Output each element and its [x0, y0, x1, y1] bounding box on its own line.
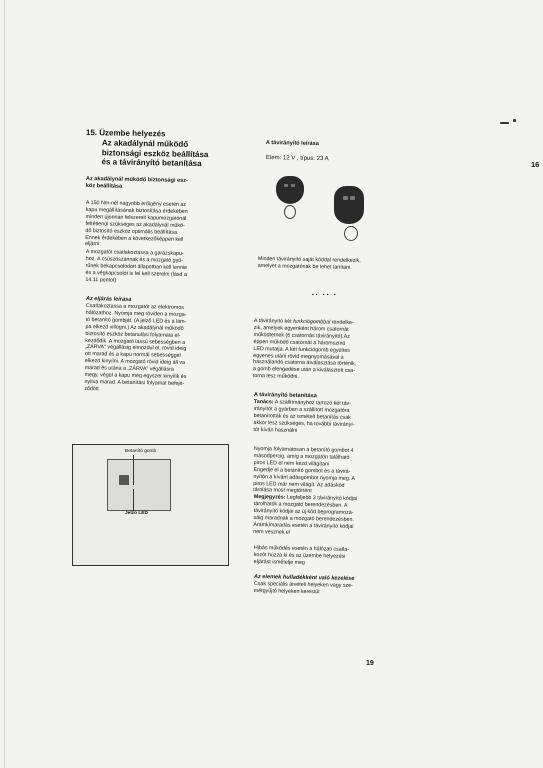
- led-drawing: [119, 475, 129, 485]
- right-column: [254, 318, 419, 595]
- heading-teach-remote: A távirányító betanítása: [253, 392, 317, 400]
- page-number: 19: [366, 660, 374, 667]
- keyring-icon: [344, 226, 358, 241]
- scan-speck: [500, 122, 509, 124]
- paragraph-connect: A mozgatót csatlakoztassa a garázskapu- hoz. A csúszószánnak és a mozgató gyű- rűnek bekapcsolódott állapotban kell lennie és a végkapcsolót is fel kell szerelni (lásd a 14.11 pontot): [85, 248, 188, 283]
- paragraph-steps: Nyomja folyamatosan a betanító gombot 4 másodpercig, amíg a mozgatón található piros LED el nem kezd világítani Engedje el a betanító gombot és a távirá- nyítón a kívánt adásgombot nyomja meg. A piros LED már nem világít. Az adáskód tárolása most megtörtént: [253, 445, 356, 495]
- remote-description: [266, 140, 426, 162]
- paragraph-function-buttons: A távirányító két funkciógombbal rendelke- zik, amelyek egyenként három csatornát működtetnek (6 csatornás távirányító).Az éppen működő csatornát a háromszínű LED mutatja. A két funkciógomb együttes egyenes utáni rövid megnyomásával a használandó csatorna átválasztása történik, a gomb elengedése után a kiválasztott csa- torna lesz működni.: [252, 318, 357, 381]
- heading-battery-disposal: Az elemek hulladékként való kezelése: [253, 574, 355, 583]
- section-subtitle: Az akadálynál működő biztonsági eszköz beállítása és a távirányító betanítása: [101, 137, 209, 168]
- paragraph-procedure: Csatlakoztassa a mozgatót az elektromos hálózathoz. Nyomja meg röviden a mozga- tó betanító gombját. (A jelző LED és a lám- pa elkezd villogni.) Az akadálynál működő biztosító eszköz betanulási folyamata el- kezdődik. A mozgató lassú sebességben a „ZÁRVA" végállásig elmozdul el, rövid ideig ott marad és a kapu normál sebességgel elkezd kinyílni. A mozgató rövid ideig áll va marad és utána a „ZÁRVA" végállásra megy, végül a kapu még egyszer kinyílik és nyitva marad. A betanítási folyamat befeje- ződött: [84, 303, 187, 393]
- keyring-icon: [284, 205, 296, 219]
- remote-button: [350, 196, 355, 200]
- opener-figure: [72, 444, 229, 566]
- leader-line: [133, 489, 134, 511]
- heading-remote: A távirányító leírása: [265, 140, 319, 148]
- scan-edge-mark: [4, 0, 5, 768]
- remote-control-image: [334, 186, 364, 224]
- figure-label-led: Jelző LED: [125, 511, 148, 516]
- side-page-number: 16: [531, 160, 540, 169]
- remote-control-image: [276, 176, 304, 204]
- left-column: [86, 128, 246, 393]
- paragraph-tip: Tanács: A szállítmányhoz tartozó két táv- irányítót a gyárban a szállított mozgatóra betanították és az ismételt betanítás csak akkor lesz szükséges, ha további távirányí- tót kíván használni: [253, 399, 355, 434]
- remote-caption: Minden távirányító saját kóddal rendelkezik, amelyet a mozgatónak be lehet tanítani.: [257, 256, 361, 271]
- paragraph-fault: Hibás működés esetén a hálózati csatla- kozót húzza ki és az üzembe helyezési eljárást ismételje meg: [253, 545, 350, 567]
- scan-speck: [513, 119, 516, 122]
- paragraph-disposal: Csak speciális átvételi helyeken vagy sze- métgyűjtő helyeken kerestül: [253, 581, 353, 596]
- paragraph-note: Megjegyzés: Legfeljebb 3 távirányító kódjai tárolhatók a mozgató berendezésben. A távirányító kódjai az új kód beprogramozá- sáig maradnak a mozgató berendezésben. Áramkimaradás esetén a távirányító kódjai nem vesznek el: [253, 494, 358, 536]
- opener-housing-drawing: [107, 459, 171, 511]
- remote-caption-block: [258, 256, 426, 270]
- remote-button: [291, 184, 295, 187]
- figure-label-teach-button: Betanító gomb: [125, 449, 157, 454]
- battery-spec: Elem: 12 V , típus: 23 A: [265, 155, 329, 163]
- paragraph-force: A 150 Nm-nél nagyobb erőigény esetén az kapu megállításának biztosítása érdekében minden újonnan felszerelt kapumozgatónál feltétlenül szükséges az akadálynál műkö- dő biztosító eszköz optimális beállítása. Ennek érdekében a következőképpen kell eljárni:: [85, 200, 188, 249]
- section-title: 15. Üzembe helyezés: [85, 128, 166, 139]
- remote-button: [284, 184, 288, 187]
- channel-icons: ▪▪ ▪▪ ▪: [312, 292, 338, 298]
- remote-button: [343, 196, 348, 200]
- heading-safety-device: Az akadálynál működő biztonsági esz- köz beállítása: [85, 176, 188, 191]
- heading-procedure: Az eljárás leírása: [85, 296, 132, 304]
- leader-line: [133, 455, 134, 485]
